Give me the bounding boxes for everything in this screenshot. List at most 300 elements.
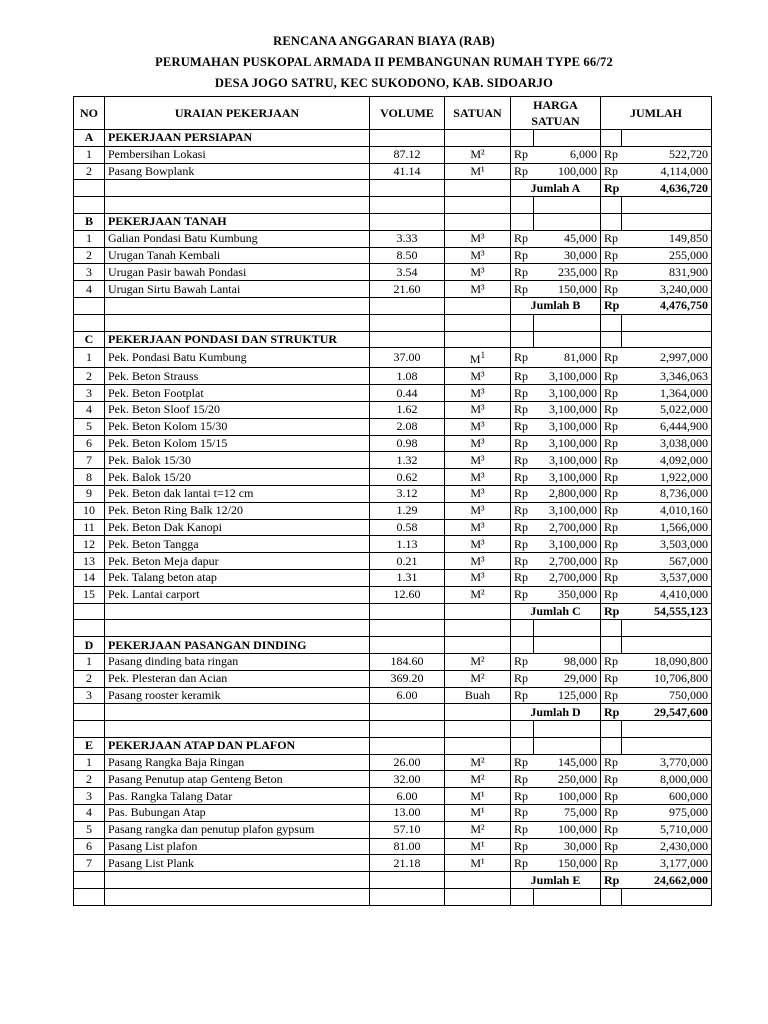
currency-label: Rp xyxy=(601,771,622,788)
empty-cell xyxy=(622,620,712,637)
currency-label: Rp xyxy=(601,536,622,553)
item-unit: M³ xyxy=(445,502,511,519)
item-amount: 750,000 xyxy=(622,687,712,704)
empty-cell xyxy=(74,872,105,889)
item-volume: 0.21 xyxy=(370,553,445,570)
currency-label: Rp xyxy=(511,855,534,872)
item-number: 6 xyxy=(74,435,105,452)
empty-cell xyxy=(445,721,511,738)
item-volume: 13.00 xyxy=(370,805,445,822)
section-header-row xyxy=(74,213,712,230)
currency-label: Rp xyxy=(601,435,622,452)
empty-cell xyxy=(105,197,370,214)
empty-cell xyxy=(370,721,445,738)
section-total-amount: 29,547,600 xyxy=(622,704,712,721)
item-volume: 81.00 xyxy=(370,838,445,855)
item-description: Pasang List plafon xyxy=(105,838,370,855)
item-description: Pek. Beton Ring Balk 12/20 xyxy=(105,502,370,519)
item-description: Pasang dinding bata ringan xyxy=(105,653,370,670)
table-row xyxy=(74,401,712,418)
item-volume: 2.08 xyxy=(370,418,445,435)
currency-label: Rp xyxy=(601,553,622,570)
header-satuan: SATUAN xyxy=(445,97,511,130)
item-amount: 1,922,000 xyxy=(622,469,712,486)
section-total-amount: 4,636,720 xyxy=(622,180,712,197)
empty-cell xyxy=(370,889,445,906)
empty-cell xyxy=(105,603,370,620)
empty-cell xyxy=(445,603,511,620)
table-row xyxy=(74,146,712,163)
item-volume: 87.12 xyxy=(370,146,445,163)
currency-label: Rp xyxy=(511,452,534,469)
item-unit-price: 125,000 xyxy=(534,687,601,704)
header-uraian: URAIAN PEKERJAAN xyxy=(105,97,370,130)
item-unit-price: 3,100,000 xyxy=(534,435,601,452)
empty-cell xyxy=(534,721,601,738)
item-unit-price: 2,800,000 xyxy=(534,485,601,502)
empty-cell xyxy=(601,331,622,348)
item-volume: 26.00 xyxy=(370,754,445,771)
empty-cell xyxy=(105,180,370,197)
item-number: 5 xyxy=(74,821,105,838)
empty-cell xyxy=(445,637,511,654)
section-header-row xyxy=(74,130,712,147)
section-total-label: Jumlah C xyxy=(511,603,601,620)
empty-cell xyxy=(370,331,445,348)
item-volume: 1.29 xyxy=(370,502,445,519)
empty-cell xyxy=(105,872,370,889)
empty-cell xyxy=(74,704,105,721)
item-unit-price: 3,100,000 xyxy=(534,469,601,486)
section-total-amount: 4,476,750 xyxy=(622,297,712,314)
empty-cell xyxy=(622,197,712,214)
currency-label: Rp xyxy=(511,230,534,247)
item-volume: 0.98 xyxy=(370,435,445,452)
section-title: PEKERJAAN ATAP DAN PLAFON xyxy=(105,737,370,754)
empty-cell xyxy=(511,130,534,147)
item-unit: M³ xyxy=(445,230,511,247)
currency-label: Rp xyxy=(601,805,622,822)
currency-label: Rp xyxy=(511,348,534,368)
item-unit: M³ xyxy=(445,452,511,469)
item-description: Pasang Rangka Baja Ringan xyxy=(105,754,370,771)
empty-cell xyxy=(445,297,511,314)
currency-label: Rp xyxy=(601,653,622,670)
empty-row xyxy=(74,721,712,738)
item-amount: 4,114,000 xyxy=(622,163,712,180)
currency-label: Rp xyxy=(511,385,534,402)
currency-label: Rp xyxy=(601,264,622,281)
item-unit-price: 3,100,000 xyxy=(534,536,601,553)
item-description: Urugan Pasir bawah Pondasi xyxy=(105,264,370,281)
currency-label: Rp xyxy=(601,230,622,247)
item-unit: M³ xyxy=(445,536,511,553)
empty-cell xyxy=(622,889,712,906)
item-description: Urugan Tanah Kembali xyxy=(105,247,370,264)
empty-cell xyxy=(534,314,601,331)
item-amount: 149,850 xyxy=(622,230,712,247)
item-volume: 1.08 xyxy=(370,368,445,385)
item-unit: M³ xyxy=(445,485,511,502)
currency-label: Rp xyxy=(511,670,534,687)
document-title: RENCANA ANGGARAN BIAYA (RAB) xyxy=(273,34,495,48)
currency-label: Rp xyxy=(511,687,534,704)
item-volume: 1.31 xyxy=(370,569,445,586)
empty-cell xyxy=(445,180,511,197)
header-jumlah: JUMLAH xyxy=(601,97,712,130)
currency-label: Rp xyxy=(601,452,622,469)
currency-label: Rp xyxy=(601,838,622,855)
item-amount: 5,022,000 xyxy=(622,401,712,418)
empty-cell xyxy=(511,314,534,331)
section-title: PEKERJAAN PONDASI DAN STRUKTUR xyxy=(105,331,370,348)
item-amount: 522,720 xyxy=(622,146,712,163)
table-row xyxy=(74,502,712,519)
empty-cell xyxy=(601,620,622,637)
item-amount: 10,706,800 xyxy=(622,670,712,687)
empty-cell xyxy=(622,737,712,754)
item-number: 5 xyxy=(74,418,105,435)
item-number: 3 xyxy=(74,687,105,704)
item-unit-price: 98,000 xyxy=(534,653,601,670)
empty-cell xyxy=(511,331,534,348)
item-description: Pasang Penutup atap Genteng Beton xyxy=(105,771,370,788)
item-unit: M² xyxy=(445,586,511,603)
currency-label: Rp xyxy=(601,603,622,620)
item-description: Pek. Balok 15/20 xyxy=(105,469,370,486)
section-total-row xyxy=(74,297,712,314)
item-amount: 4,010,160 xyxy=(622,502,712,519)
item-description: Pasang Bowplank xyxy=(105,163,370,180)
empty-cell xyxy=(370,180,445,197)
item-description: Pek. Talang beton atap xyxy=(105,569,370,586)
item-unit-price: 3,100,000 xyxy=(534,502,601,519)
currency-label: Rp xyxy=(511,247,534,264)
item-amount: 8,000,000 xyxy=(622,771,712,788)
empty-cell xyxy=(445,889,511,906)
currency-label: Rp xyxy=(511,519,534,536)
item-number: 6 xyxy=(74,838,105,855)
currency-label: Rp xyxy=(511,788,534,805)
currency-label: Rp xyxy=(511,536,534,553)
currency-label: Rp xyxy=(511,838,534,855)
section-code: B xyxy=(74,213,105,230)
item-number: 2 xyxy=(74,368,105,385)
rab-table xyxy=(73,96,712,906)
empty-cell xyxy=(445,314,511,331)
item-unit: M¹ xyxy=(445,838,511,855)
empty-cell xyxy=(534,637,601,654)
empty-cell xyxy=(601,130,622,147)
item-description: Pek. Beton dak lantai t=12 cm xyxy=(105,485,370,502)
empty-cell xyxy=(74,889,105,906)
item-description: Pasang rangka dan penutup plafon gypsum xyxy=(105,821,370,838)
item-volume: 184.60 xyxy=(370,653,445,670)
currency-label: Rp xyxy=(601,502,622,519)
item-volume: 0.62 xyxy=(370,469,445,486)
item-unit: Buah xyxy=(445,687,511,704)
currency-label: Rp xyxy=(601,586,622,603)
item-volume: 57.10 xyxy=(370,821,445,838)
item-volume: 1.32 xyxy=(370,452,445,469)
section-code: E xyxy=(74,737,105,754)
currency-label: Rp xyxy=(601,754,622,771)
currency-label: Rp xyxy=(601,485,622,502)
item-unit: M³ xyxy=(445,281,511,298)
item-unit: M¹ xyxy=(445,788,511,805)
empty-cell xyxy=(601,721,622,738)
item-unit-price: 45,000 xyxy=(534,230,601,247)
empty-cell xyxy=(534,197,601,214)
empty-cell xyxy=(534,620,601,637)
empty-cell xyxy=(370,704,445,721)
item-amount: 4,092,000 xyxy=(622,452,712,469)
item-amount: 567,000 xyxy=(622,553,712,570)
item-amount: 600,000 xyxy=(622,788,712,805)
section-title: PEKERJAAN TANAH xyxy=(105,213,370,230)
item-number: 7 xyxy=(74,452,105,469)
item-number: 3 xyxy=(74,385,105,402)
item-description: Pas. Rangka Talang Datar xyxy=(105,788,370,805)
table-row xyxy=(74,855,712,872)
empty-cell xyxy=(622,331,712,348)
item-unit: M³ xyxy=(445,569,511,586)
table-row xyxy=(74,553,712,570)
currency-label: Rp xyxy=(511,401,534,418)
empty-cell xyxy=(74,721,105,738)
item-volume: 3.54 xyxy=(370,264,445,281)
item-number: 15 xyxy=(74,586,105,603)
item-unit-price: 2,700,000 xyxy=(534,553,601,570)
item-number: 12 xyxy=(74,536,105,553)
item-amount: 975,000 xyxy=(622,805,712,822)
item-unit: M² xyxy=(445,821,511,838)
item-amount: 8,736,000 xyxy=(622,485,712,502)
empty-cell xyxy=(622,130,712,147)
section-header-row xyxy=(74,331,712,348)
item-unit: M³ xyxy=(445,247,511,264)
item-description: Pek. Beton Footplat xyxy=(105,385,370,402)
item-unit-price: 3,100,000 xyxy=(534,385,601,402)
empty-cell xyxy=(511,213,534,230)
item-number: 2 xyxy=(74,247,105,264)
item-description: Pembersihan Lokasi xyxy=(105,146,370,163)
table-row xyxy=(74,536,712,553)
header-no: NO xyxy=(74,97,105,130)
item-description: Pek. Beton Strauss xyxy=(105,368,370,385)
item-description: Pek. Balok 15/30 xyxy=(105,452,370,469)
item-amount: 2,430,000 xyxy=(622,838,712,855)
item-unit-price: 100,000 xyxy=(534,163,601,180)
table-row xyxy=(74,771,712,788)
item-number: 14 xyxy=(74,569,105,586)
item-number: 3 xyxy=(74,264,105,281)
item-unit-price: 29,000 xyxy=(534,670,601,687)
currency-label: Rp xyxy=(511,264,534,281)
item-description: Pek. Beton Kolom 15/15 xyxy=(105,435,370,452)
empty-cell xyxy=(534,213,601,230)
empty-cell xyxy=(74,314,105,331)
item-volume: 6.00 xyxy=(370,687,445,704)
item-number: 1 xyxy=(74,230,105,247)
table-row xyxy=(74,569,712,586)
empty-cell xyxy=(74,603,105,620)
table-row xyxy=(74,805,712,822)
item-number: 1 xyxy=(74,653,105,670)
item-amount: 5,710,000 xyxy=(622,821,712,838)
item-amount: 3,038,000 xyxy=(622,435,712,452)
item-amount: 255,000 xyxy=(622,247,712,264)
table-row xyxy=(74,469,712,486)
section-header-row xyxy=(74,637,712,654)
currency-label: Rp xyxy=(601,872,622,889)
item-volume: 3.33 xyxy=(370,230,445,247)
empty-cell xyxy=(105,620,370,637)
table-row xyxy=(74,264,712,281)
empty-row xyxy=(74,197,712,214)
empty-cell xyxy=(370,737,445,754)
empty-cell xyxy=(622,314,712,331)
empty-cell xyxy=(601,737,622,754)
item-unit-price: 3,100,000 xyxy=(534,368,601,385)
currency-label: Rp xyxy=(511,485,534,502)
item-description: Pek. Beton Sloof 15/20 xyxy=(105,401,370,418)
item-unit: M³ xyxy=(445,264,511,281)
item-amount: 3,503,000 xyxy=(622,536,712,553)
currency-label: Rp xyxy=(601,469,622,486)
item-amount: 4,410,000 xyxy=(622,586,712,603)
item-volume: 369.20 xyxy=(370,670,445,687)
table-header-row xyxy=(74,97,712,130)
item-amount: 3,537,000 xyxy=(622,569,712,586)
currency-label: Rp xyxy=(511,653,534,670)
empty-cell xyxy=(370,197,445,214)
table-row xyxy=(74,452,712,469)
item-unit-price: 250,000 xyxy=(534,771,601,788)
empty-cell xyxy=(445,213,511,230)
item-volume: 32.00 xyxy=(370,771,445,788)
item-description: Urugan Sirtu Bawah Lantai xyxy=(105,281,370,298)
item-amount: 3,240,000 xyxy=(622,281,712,298)
empty-cell xyxy=(445,872,511,889)
currency-label: Rp xyxy=(601,418,622,435)
table-row xyxy=(74,435,712,452)
currency-label: Rp xyxy=(601,385,622,402)
item-unit: M³ xyxy=(445,368,511,385)
section-total-amount: 54,555,123 xyxy=(622,603,712,620)
empty-cell xyxy=(534,331,601,348)
empty-cell xyxy=(105,704,370,721)
item-unit: M² xyxy=(445,146,511,163)
currency-label: Rp xyxy=(511,163,534,180)
currency-label: Rp xyxy=(511,281,534,298)
empty-cell xyxy=(445,737,511,754)
empty-cell xyxy=(622,721,712,738)
project-title: PERUMAHAN PUSKOPAL ARMADA II PEMBANGUNAN RUMAH TYPE 66/72 xyxy=(155,55,613,69)
item-number: 1 xyxy=(74,754,105,771)
table-body xyxy=(74,130,712,906)
empty-cell xyxy=(534,889,601,906)
empty-cell xyxy=(601,637,622,654)
item-number: 4 xyxy=(74,281,105,298)
item-volume: 1.62 xyxy=(370,401,445,418)
currency-label: Rp xyxy=(601,146,622,163)
item-number: 2 xyxy=(74,771,105,788)
table-row xyxy=(74,788,712,805)
item-number: 1 xyxy=(74,146,105,163)
item-volume: 21.18 xyxy=(370,855,445,872)
currency-label: Rp xyxy=(601,519,622,536)
item-unit: M¹ xyxy=(445,805,511,822)
item-unit-price: 235,000 xyxy=(534,264,601,281)
section-title: PEKERJAAN PERSIAPAN xyxy=(105,130,370,147)
currency-label: Rp xyxy=(601,281,622,298)
item-amount: 3,346,063 xyxy=(622,368,712,385)
empty-cell xyxy=(105,889,370,906)
empty-cell xyxy=(105,721,370,738)
section-total-row xyxy=(74,872,712,889)
section-title: PEKERJAAN PASANGAN DINDING xyxy=(105,637,370,654)
section-total-amount: 24,662,000 xyxy=(622,872,712,889)
item-number: 2 xyxy=(74,670,105,687)
empty-cell xyxy=(622,637,712,654)
currency-label: Rp xyxy=(601,297,622,314)
item-volume: 3.12 xyxy=(370,485,445,502)
currency-label: Rp xyxy=(601,401,622,418)
empty-cell xyxy=(601,314,622,331)
item-unit-price: 30,000 xyxy=(534,247,601,264)
item-description: Pas. Bubungan Atap xyxy=(105,805,370,822)
empty-cell xyxy=(445,197,511,214)
empty-cell xyxy=(74,197,105,214)
item-amount: 1,364,000 xyxy=(622,385,712,402)
currency-label: Rp xyxy=(511,821,534,838)
empty-cell xyxy=(511,889,534,906)
item-amount: 3,177,000 xyxy=(622,855,712,872)
empty-cell xyxy=(74,180,105,197)
item-volume: 12.60 xyxy=(370,586,445,603)
item-description: Pek. Beton Kolom 15/30 xyxy=(105,418,370,435)
item-unit-price: 145,000 xyxy=(534,754,601,771)
item-description: Galian Pondasi Batu Kumbung xyxy=(105,230,370,247)
item-number: 11 xyxy=(74,519,105,536)
section-total-row xyxy=(74,180,712,197)
table-row xyxy=(74,247,712,264)
section-total-label: Jumlah A xyxy=(511,180,601,197)
currency-label: Rp xyxy=(601,855,622,872)
table-row xyxy=(74,754,712,771)
table-row xyxy=(74,348,712,368)
currency-label: Rp xyxy=(601,368,622,385)
item-number: 7 xyxy=(74,855,105,872)
table-row xyxy=(74,519,712,536)
table-row xyxy=(74,485,712,502)
item-number: 1 xyxy=(74,348,105,368)
item-number: 2 xyxy=(74,163,105,180)
item-unit: M² xyxy=(445,653,511,670)
currency-label: Rp xyxy=(511,771,534,788)
item-unit: M³ xyxy=(445,469,511,486)
item-description: Pek. Beton Dak Kanopi xyxy=(105,519,370,536)
item-amount: 6,444,900 xyxy=(622,418,712,435)
item-amount: 831,900 xyxy=(622,264,712,281)
table-row xyxy=(74,368,712,385)
table-row xyxy=(74,821,712,838)
item-description: Pek. Beton Meja dapur xyxy=(105,553,370,570)
empty-cell xyxy=(105,314,370,331)
empty-cell xyxy=(445,130,511,147)
item-unit-price: 2,700,000 xyxy=(534,519,601,536)
